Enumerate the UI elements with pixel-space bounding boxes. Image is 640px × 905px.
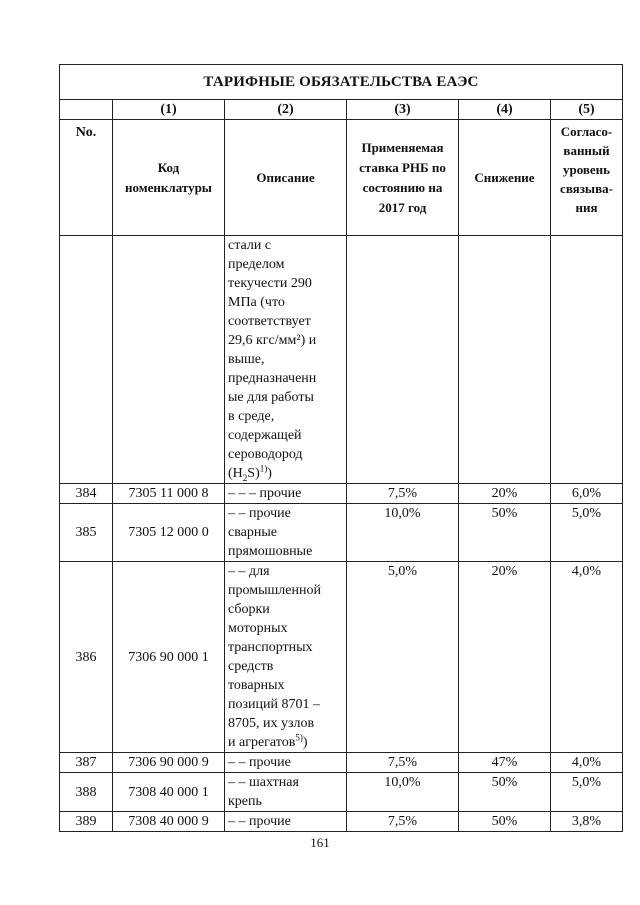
description-line: стали с [228,238,272,253]
row-bound: 5,0% [551,504,623,562]
row-reduction: 50% [459,504,551,562]
header-rate-line: 2017 год [378,199,427,215]
description-line: соответствует [228,314,311,329]
description-line: пределом [228,257,285,272]
table-title: ТАРИФНЫЕ ОБЯЗАТЕЛЬСТВА ЕАЭС [60,65,623,100]
header-rate-line: состоянию на [362,179,443,195]
row-bound: 3,8% [551,812,623,832]
header-bound [551,120,623,236]
description-line: крепь [228,794,262,809]
description-line: ые для работы [228,390,314,405]
description-line: 29,6 кгс/мм²) и [228,333,317,348]
description-line: моторных [228,621,288,636]
row-rate: 5,0% [347,562,459,753]
row-number: 385 [60,504,113,562]
row-rate: 7,5% [347,753,459,773]
header-rate-line: ставка РНБ по [359,159,446,175]
description-line: прямошовные [228,544,313,559]
row-rate: 10,0% [347,773,459,812]
description-line: 8705, их узлов [228,716,315,731]
table-row [60,484,623,504]
description-line: средств [228,659,274,674]
row-rate: 7,5% [347,484,459,504]
row-bound: 4,0% [551,562,623,753]
empty-cell [459,236,551,484]
table-row [60,773,623,812]
description-line: в среде, [228,409,275,424]
formula-part: (H [228,466,243,481]
description-line: – – для [228,564,270,579]
continuation-lines [228,236,344,464]
row-reduction: 20% [459,562,551,753]
row-code: 7305 12 000 0 [113,504,225,562]
empty-cell [60,100,113,120]
column-number: (3) [347,100,459,120]
row-rate: 10,0% [347,504,459,562]
continuation-formula [228,464,344,483]
table-row [60,504,623,562]
description-line: – – прочие [228,506,291,521]
description-line: товарных [228,678,285,693]
column-number: (2) [225,100,347,120]
row-number: 389 [60,812,113,832]
empty-cell [347,236,459,484]
row-code: 7305 11 000 8 [113,484,225,504]
description-line: сероводород [228,447,303,462]
description-line: – – прочие [228,755,291,770]
empty-cell [551,236,623,484]
column-number: (1) [113,100,225,120]
header-code-line: номенклатуры [125,179,212,195]
row-reduction: 47% [459,753,551,773]
header-bound-line: уровень [562,162,611,177]
description-line: – – шахтная [228,775,299,790]
formula-subscript: 2 [242,472,248,483]
tariff-table [59,64,623,832]
description-line: промышленной [228,583,321,598]
description-line: позиций 8701 – [228,697,320,712]
formula-part: S) [247,466,260,481]
row-number: 384 [60,484,113,504]
description-line: – – – прочие [228,486,302,501]
row-reduction: 20% [459,484,551,504]
row-code: 7306 90 000 9 [113,753,225,773]
description-line: МПа (что [228,295,285,310]
empty-cell [60,236,113,484]
column-number: (5) [551,100,623,120]
row-bound: 5,0% [551,773,623,812]
header-description: Описание [225,120,347,236]
row-code: 7308 40 000 1 [113,773,225,812]
header-rate-line: Применяемая [361,139,444,155]
empty-cell [113,236,225,484]
description-line: текучести 290 [228,276,312,291]
table-row [60,812,623,832]
description-line: транспортных [228,640,313,655]
header-bound-line: ния [575,200,598,215]
row-bound: 6,0% [551,484,623,504]
description-text: и агрегатов [228,735,296,750]
header-rate [347,120,459,236]
description-line: выше, [228,352,265,367]
row-description [225,812,347,832]
row-number: 387 [60,753,113,773]
row-reduction: 50% [459,812,551,832]
continuation-description [225,236,347,484]
table-row [60,562,623,753]
row-bound: 4,0% [551,753,623,773]
header-bound-line: ванный [563,143,610,158]
description-line: содержащей [228,428,302,443]
row-description [225,504,347,562]
row-number: 388 [60,773,113,812]
row-number: 386 [60,562,113,753]
table-row [60,753,623,773]
row-code: 7306 90 000 1 [113,562,225,753]
header-code-line: Код [157,159,180,175]
page-number: 161 [310,835,330,850]
description-line: – – прочие [228,814,291,829]
description-line: сварные [228,525,277,540]
footnote-marker: 5) [295,732,303,743]
description-line: и агрегатов$^{5)}$) [228,732,308,750]
formula-part: ) [267,466,272,481]
row-rate: 7,5% [347,812,459,832]
description-line: сборки [228,602,270,617]
row-code: 7308 40 000 9 [113,812,225,832]
table-body [60,484,623,832]
description-line: предназначенн [228,371,317,386]
footnote-marker: 1) [259,463,268,474]
row-description [225,773,347,812]
row-description [225,753,347,773]
column-number: (4) [459,100,551,120]
header-bound-line: Согласо- [560,124,613,139]
header-bound-line: связыва- [560,181,613,196]
row-description [225,484,347,504]
row-description [225,562,347,753]
header-reduction: Снижение [459,120,551,236]
row-reduction: 50% [459,773,551,812]
header-code [113,120,225,236]
header-no: No. [60,120,113,236]
